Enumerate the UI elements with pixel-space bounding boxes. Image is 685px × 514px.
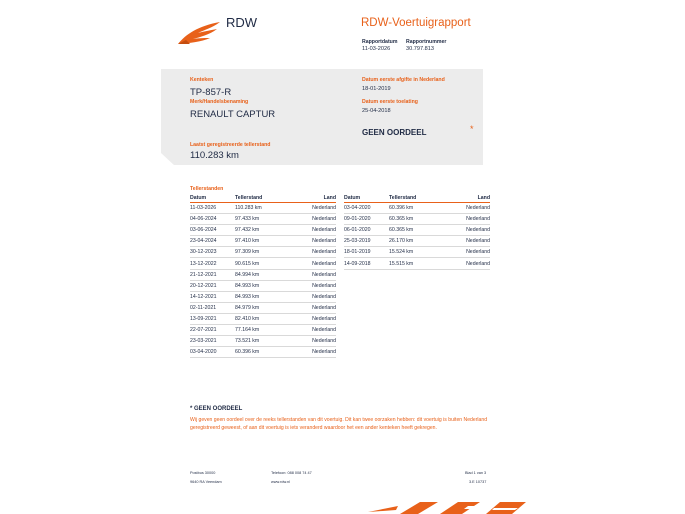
last-odometer-value: 110.283 km — [190, 150, 239, 161]
report-date: 11-03-2026 — [362, 46, 391, 52]
odometer-table-right — [344, 194, 490, 270]
cell-reading: 84.994 km — [235, 269, 285, 280]
cell-date: 21-12-2021 — [190, 269, 235, 280]
footer-page: Blad 1 van 3 — [465, 471, 487, 475]
cell-reading: 82.410 km — [235, 313, 285, 324]
cell-reading: 15.524 km — [389, 247, 439, 258]
first-nl-value: 18-01-2019 — [362, 86, 391, 92]
footer-phone: Telefoon: 088 008 74 47 — [271, 471, 312, 475]
cell-country: Nederland — [439, 247, 490, 258]
cell-country: Nederland — [285, 203, 336, 214]
col-reading: Tellerstand — [235, 194, 285, 203]
table-row — [190, 313, 336, 324]
table-row — [344, 236, 490, 247]
col-country: Land — [285, 194, 336, 203]
cell-date: 03-04-2020 — [190, 347, 235, 358]
cell-country: Nederland — [285, 313, 336, 324]
cell-date: 20-12-2021 — [190, 280, 235, 291]
table-row — [190, 280, 336, 291]
cell-country: Nederland — [439, 203, 490, 214]
odometer-section-title: Tellerstanden — [190, 186, 224, 192]
cell-country: Nederland — [439, 258, 490, 269]
cell-reading: 15.515 km — [389, 258, 439, 269]
cell-reading: 84.993 km — [235, 291, 285, 302]
footer-address-1: Postbus 30000 — [190, 471, 216, 475]
cell-country: Nederland — [285, 214, 336, 225]
report-number-label: Rapportnummer — [406, 39, 447, 45]
table-row — [190, 291, 336, 302]
cell-date: 04-06-2024 — [190, 214, 235, 225]
first-admission-value: 25-04-2018 — [362, 108, 391, 114]
cell-date: 06-01-2020 — [344, 225, 389, 236]
cell-date: 14-09-2018 — [344, 258, 389, 269]
col-date: Datum — [190, 194, 235, 203]
cell-country: Nederland — [439, 236, 490, 247]
cell-country: Nederland — [285, 269, 336, 280]
table-row — [190, 203, 336, 214]
first-admission-label: Datum eerste toelating — [362, 99, 418, 105]
cell-date: 30-12-2023 — [190, 247, 235, 258]
table-row — [344, 225, 490, 236]
table-row — [190, 302, 336, 313]
cell-reading: 110.283 km — [235, 203, 285, 214]
cell-country: Nederland — [285, 225, 336, 236]
cell-country: Nederland — [285, 280, 336, 291]
verdict: GEEN OORDEEL — [362, 128, 427, 137]
cell-reading: 60.365 km — [389, 225, 439, 236]
plate-label: Kenteken — [190, 77, 214, 83]
cell-reading: 97.309 km — [235, 247, 285, 258]
cell-date: 23-03-2021 — [190, 336, 235, 347]
cell-date: 22-07-2021 — [190, 325, 235, 336]
table-row — [190, 336, 336, 347]
cell-country: Nederland — [285, 336, 336, 347]
cell-country: Nederland — [285, 247, 336, 258]
table-row — [190, 269, 336, 280]
panel-corner-cut — [161, 153, 175, 166]
table-row — [190, 214, 336, 225]
report-number: 30.797.813 — [406, 46, 434, 52]
cell-country: Nederland — [285, 302, 336, 313]
rdw-wing-logo-icon — [176, 20, 222, 46]
cell-country: Nederland — [439, 214, 490, 225]
cell-reading: 97.432 km — [235, 225, 285, 236]
last-odometer-label: Laatst geregistreerde tellerstand — [190, 142, 271, 148]
cell-country: Nederland — [285, 258, 336, 269]
cell-date: 13-12-2022 — [190, 258, 235, 269]
table-row — [190, 325, 336, 336]
table-row — [344, 258, 490, 269]
col-reading: Tellerstand — [389, 194, 439, 203]
logo-text: RDW — [226, 15, 258, 30]
odometer-table-left — [190, 194, 336, 358]
cell-reading: 84.979 km — [235, 302, 285, 313]
footer-web[interactable]: www.rdw.nl — [271, 480, 290, 484]
footer-code: 3.E 10737 — [469, 480, 487, 484]
table-row — [344, 214, 490, 225]
first-nl-label: Datum eerste afgifte in Nederland — [362, 77, 445, 83]
cell-reading: 60.396 km — [389, 203, 439, 214]
col-country: Land — [439, 194, 490, 203]
speed-stripes-icon — [368, 500, 526, 514]
cell-reading: 60.396 km — [235, 347, 285, 358]
table-row — [190, 247, 336, 258]
cell-date: 03-06-2024 — [190, 225, 235, 236]
table-row — [344, 203, 490, 214]
note-title: * GEEN OORDEEL — [190, 406, 243, 412]
cell-date: 25-03-2019 — [344, 236, 389, 247]
table-row — [190, 258, 336, 269]
cell-date: 14-12-2021 — [190, 291, 235, 302]
cell-reading: 97.433 km — [235, 214, 285, 225]
cell-reading: 84.993 km — [235, 280, 285, 291]
cell-country: Nederland — [285, 291, 336, 302]
table-row — [190, 225, 336, 236]
cell-country: Nederland — [285, 236, 336, 247]
cell-reading: 97.410 km — [235, 236, 285, 247]
cell-reading: 90.615 km — [235, 258, 285, 269]
cell-country: Nederland — [439, 225, 490, 236]
brand-value: RENAULT CAPTUR — [190, 109, 276, 120]
cell-date: 18-01-2019 — [344, 247, 389, 258]
cell-date: 03-04-2020 — [344, 203, 389, 214]
cell-reading: 77.164 km — [235, 325, 285, 336]
cell-country: Nederland — [285, 325, 336, 336]
cell-date: 11-03-2026 — [190, 203, 235, 214]
footer-address-2: 9640 RA Veendam — [190, 480, 222, 484]
cell-date: 09-01-2020 — [344, 214, 389, 225]
verdict-mark: * — [470, 124, 474, 134]
cell-date: 13-09-2021 — [190, 313, 235, 324]
brand-label: Merk/Handelsbenaming — [190, 99, 249, 105]
cell-reading: 60.365 km — [389, 214, 439, 225]
table-row — [190, 236, 336, 247]
report-date-label: Rapportdatum — [362, 39, 398, 45]
cell-date: 02-11-2021 — [190, 302, 235, 313]
plate-value: TP-857-R — [190, 87, 232, 98]
cell-reading: 26.170 km — [389, 236, 439, 247]
col-date: Datum — [344, 194, 389, 203]
cell-date: 23-04-2024 — [190, 236, 235, 247]
cell-reading: 73.521 km — [235, 336, 285, 347]
report-title: RDW-Voertuigrapport — [361, 17, 471, 29]
table-row — [344, 247, 490, 258]
table-row — [190, 347, 336, 358]
cell-country: Nederland — [285, 347, 336, 358]
note-text: Wij geven geen oordeel over de reeks tellerstanden van dit voertuig. Dit kan twee oorzaken hebben: dit voertuig is buiten Nederland geregistreerd geweest, of aan dit voertuig is iets veranderd waardoor het een ander kenteken heeft gekregen. — [190, 417, 488, 432]
